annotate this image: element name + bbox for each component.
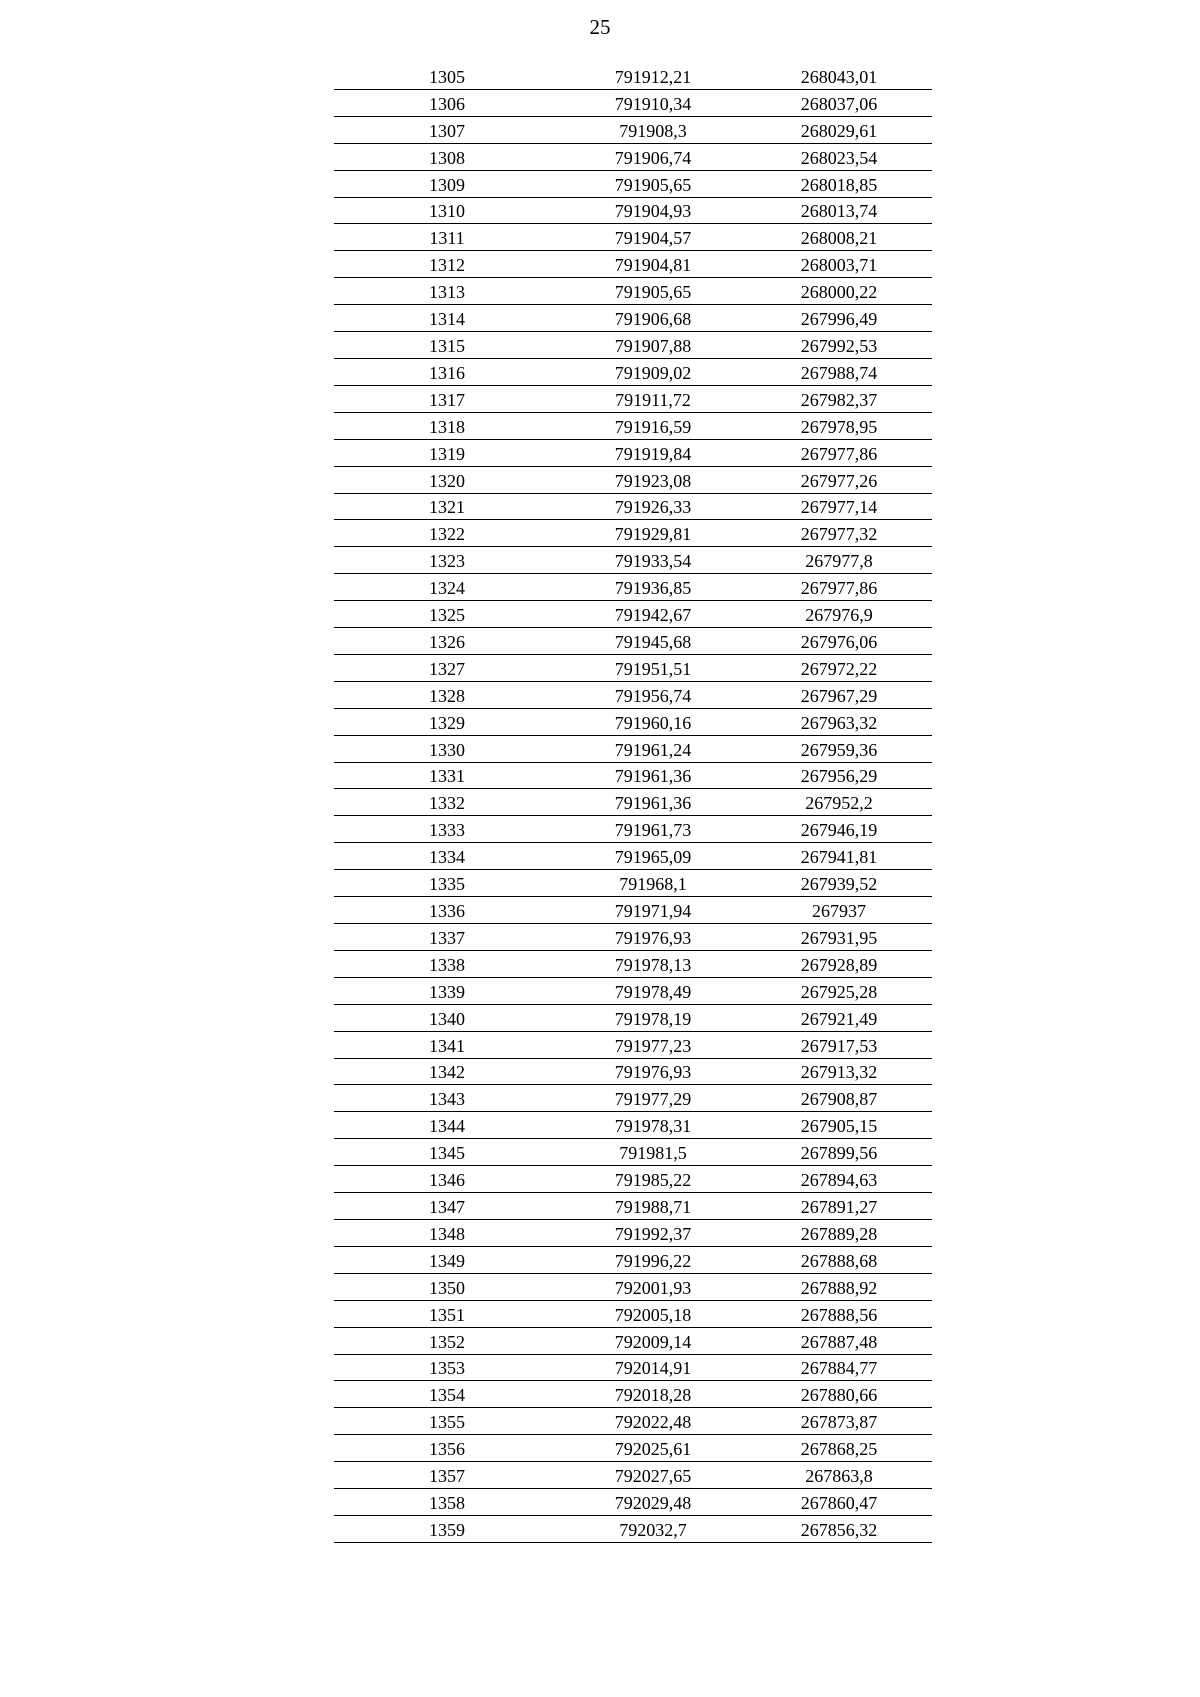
y-coordinate-cell: 267941,81 [800, 847, 878, 868]
y-coordinate-cell: 267928,89 [800, 954, 878, 975]
x-coordinate-cell: 791978,31 [614, 1116, 692, 1137]
y-coordinate-cell: 267959,36 [800, 739, 878, 760]
y-coordinate-cell: 267863,8 [805, 1466, 873, 1487]
x-coordinate-cell: 791956,74 [614, 685, 692, 706]
x-coordinate-cell: 791936,85 [614, 578, 692, 599]
table-row [334, 1355, 932, 1382]
table-row [334, 978, 932, 1005]
table-row [334, 1193, 932, 1220]
y-coordinate-cell: 267888,56 [800, 1304, 878, 1325]
point-number-cell: 1357 [429, 1466, 465, 1487]
x-coordinate-cell: 791904,93 [614, 201, 692, 222]
table-row [334, 1381, 932, 1408]
table-row [334, 897, 932, 924]
point-number-cell: 1346 [429, 1170, 465, 1191]
point-number-cell: 1349 [429, 1250, 465, 1271]
x-coordinate-cell: 791906,74 [614, 147, 692, 168]
point-number-cell: 1316 [429, 362, 465, 383]
point-number-cell: 1342 [429, 1062, 465, 1083]
point-number-cell: 1322 [429, 524, 465, 545]
y-coordinate-cell: 267917,53 [800, 1035, 878, 1056]
y-coordinate-cell: 267884,77 [800, 1358, 878, 1379]
y-coordinate-cell: 267996,49 [800, 309, 878, 330]
table-row [334, 440, 932, 467]
point-number-cell: 1352 [429, 1331, 465, 1352]
point-number-cell: 1325 [429, 605, 465, 626]
table-row [334, 601, 932, 628]
x-coordinate-cell: 791916,59 [614, 416, 692, 437]
point-number-cell: 1354 [429, 1385, 465, 1406]
x-coordinate-cell: 791960,16 [614, 712, 692, 733]
table-row [334, 628, 932, 655]
point-number-cell: 1337 [429, 927, 465, 948]
table-row [334, 90, 932, 117]
point-number-cell: 1343 [429, 1089, 465, 1110]
x-coordinate-cell: 791981,5 [619, 1143, 687, 1164]
y-coordinate-cell: 267977,8 [805, 551, 873, 572]
point-number-cell: 1355 [429, 1412, 465, 1433]
y-coordinate-cell: 268037,06 [800, 93, 878, 114]
table-row [334, 951, 932, 978]
table-row [334, 1435, 932, 1462]
table-row [334, 520, 932, 547]
x-coordinate-cell: 791942,67 [614, 605, 692, 626]
table-row [334, 1489, 932, 1516]
x-coordinate-cell: 791971,94 [614, 901, 692, 921]
x-coordinate-cell: 791907,88 [614, 335, 692, 356]
x-coordinate-cell: 791906,68 [614, 309, 692, 330]
table-row [334, 332, 932, 359]
y-coordinate-cell: 267873,87 [800, 1412, 878, 1433]
y-coordinate-cell: 267868,25 [800, 1439, 878, 1460]
y-coordinate-cell: 267921,49 [800, 1008, 878, 1029]
y-coordinate-cell: 267888,92 [800, 1277, 878, 1298]
x-coordinate-cell: 791978,13 [614, 954, 692, 975]
coordinates-table [334, 63, 932, 1543]
x-coordinate-cell: 791977,29 [614, 1089, 692, 1110]
x-coordinate-cell: 791909,02 [614, 362, 692, 383]
x-coordinate-cell: 792022,48 [614, 1412, 692, 1433]
y-coordinate-cell: 267952,2 [805, 793, 873, 814]
point-number-cell: 1314 [429, 309, 465, 330]
x-coordinate-cell: 792001,93 [614, 1277, 692, 1298]
table-row [334, 816, 932, 843]
point-number-cell: 1312 [429, 255, 465, 276]
x-coordinate-cell: 791976,93 [614, 1062, 692, 1083]
x-coordinate-cell: 792018,28 [614, 1385, 692, 1406]
point-number-cell: 1324 [429, 578, 465, 599]
point-number-cell: 1308 [429, 147, 465, 168]
point-number-cell: 1339 [429, 981, 465, 1002]
table-row [334, 924, 932, 951]
point-number-cell: 1310 [429, 201, 465, 222]
point-number-cell: 1345 [429, 1143, 465, 1164]
y-coordinate-cell: 267977,32 [800, 524, 878, 545]
table-row [334, 1328, 932, 1355]
x-coordinate-cell: 791905,65 [614, 282, 692, 303]
x-coordinate-cell: 791904,81 [614, 255, 692, 276]
y-coordinate-cell: 267894,63 [800, 1170, 878, 1191]
x-coordinate-cell: 792027,65 [614, 1466, 692, 1487]
y-coordinate-cell: 267988,74 [800, 362, 878, 383]
point-number-cell: 1327 [429, 658, 465, 679]
table-row [334, 789, 932, 816]
table-row [334, 547, 932, 574]
y-coordinate-cell: 268013,74 [800, 201, 878, 222]
y-coordinate-cell: 267937 [812, 901, 866, 921]
table-row [334, 305, 932, 332]
x-coordinate-cell: 791961,36 [614, 766, 692, 787]
x-coordinate-cell: 791965,09 [614, 847, 692, 868]
table-row [334, 1112, 932, 1139]
x-coordinate-cell: 791961,36 [614, 793, 692, 814]
y-coordinate-cell: 267976,06 [800, 631, 878, 652]
x-coordinate-cell: 792009,14 [614, 1331, 692, 1352]
point-number-cell: 1329 [429, 712, 465, 733]
y-coordinate-cell: 268023,54 [800, 147, 878, 168]
x-coordinate-cell: 791929,81 [614, 524, 692, 545]
y-coordinate-cell: 267956,29 [800, 766, 878, 787]
table-row [334, 736, 932, 763]
point-number-cell: 1358 [429, 1492, 465, 1513]
point-number-cell: 1348 [429, 1223, 465, 1244]
table-row [334, 1032, 932, 1059]
table-row [334, 494, 932, 521]
y-coordinate-cell: 267982,37 [800, 389, 878, 410]
point-number-cell: 1332 [429, 793, 465, 814]
y-coordinate-cell: 267905,15 [800, 1116, 878, 1137]
x-coordinate-cell: 791977,23 [614, 1035, 692, 1056]
table-row [334, 682, 932, 709]
table-row [334, 413, 932, 440]
table-row [334, 63, 932, 90]
y-coordinate-cell: 267976,9 [805, 605, 873, 626]
y-coordinate-cell: 267856,32 [800, 1519, 878, 1540]
x-coordinate-cell: 791978,49 [614, 981, 692, 1002]
point-number-cell: 1309 [429, 174, 465, 195]
table-row [334, 574, 932, 601]
x-coordinate-cell: 791905,65 [614, 174, 692, 195]
table-row [334, 1274, 932, 1301]
table-row [334, 763, 932, 790]
x-coordinate-cell: 791988,71 [614, 1196, 692, 1217]
x-coordinate-cell: 791951,51 [614, 658, 692, 679]
table-row [334, 1220, 932, 1247]
y-coordinate-cell: 267925,28 [800, 981, 878, 1002]
y-coordinate-cell: 268043,01 [800, 66, 878, 87]
x-coordinate-cell: 791968,1 [619, 874, 687, 895]
point-number-cell: 1334 [429, 847, 465, 868]
point-number-cell: 1351 [429, 1304, 465, 1325]
table-row [334, 251, 932, 278]
x-coordinate-cell: 791978,19 [614, 1008, 692, 1029]
point-number-cell: 1347 [429, 1196, 465, 1217]
point-number-cell: 1350 [429, 1277, 465, 1298]
x-coordinate-cell: 791945,68 [614, 631, 692, 652]
y-coordinate-cell: 267888,68 [800, 1250, 878, 1271]
table-row [334, 1408, 932, 1435]
y-coordinate-cell: 267977,26 [800, 470, 878, 491]
y-coordinate-cell: 267977,86 [800, 578, 878, 599]
y-coordinate-cell: 267887,48 [800, 1331, 878, 1352]
x-coordinate-cell: 791985,22 [614, 1170, 692, 1191]
table-row [334, 224, 932, 251]
point-number-cell: 1344 [429, 1116, 465, 1137]
point-number-cell: 1326 [429, 631, 465, 652]
point-number-cell: 1335 [429, 874, 465, 895]
x-coordinate-cell: 792025,61 [614, 1439, 692, 1460]
table-row [334, 1516, 932, 1543]
table-row [334, 171, 932, 198]
table-row [334, 709, 932, 736]
point-number-cell: 1320 [429, 470, 465, 491]
point-number-cell: 1313 [429, 282, 465, 303]
table-row [334, 467, 932, 494]
y-coordinate-cell: 268008,21 [800, 228, 878, 249]
point-number-cell: 1311 [429, 228, 465, 249]
x-coordinate-cell: 792029,48 [614, 1492, 692, 1513]
y-coordinate-cell: 267860,47 [800, 1492, 878, 1513]
y-coordinate-cell: 268018,85 [800, 174, 878, 195]
y-coordinate-cell: 268000,22 [800, 282, 878, 303]
x-coordinate-cell: 791919,84 [614, 443, 692, 464]
table-row [334, 1462, 932, 1489]
point-number-cell: 1338 [429, 954, 465, 975]
x-coordinate-cell: 791926,33 [614, 497, 692, 518]
y-coordinate-cell: 268003,71 [800, 255, 878, 276]
x-coordinate-cell: 792032,7 [619, 1519, 687, 1540]
point-number-cell: 1323 [429, 551, 465, 572]
table-row [334, 278, 932, 305]
y-coordinate-cell: 267931,95 [800, 927, 878, 948]
y-coordinate-cell: 267992,53 [800, 335, 878, 356]
point-number-cell: 1330 [429, 739, 465, 760]
point-number-cell: 1356 [429, 1439, 465, 1460]
point-number-cell: 1331 [429, 766, 465, 787]
point-number-cell: 1328 [429, 685, 465, 706]
x-coordinate-cell: 791911,72 [615, 389, 691, 410]
point-number-cell: 1353 [429, 1358, 465, 1379]
table-row [334, 1059, 932, 1086]
table-row [334, 386, 932, 413]
point-number-cell: 1318 [429, 416, 465, 437]
y-coordinate-cell: 267972,22 [800, 658, 878, 679]
x-coordinate-cell: 791912,21 [614, 66, 692, 87]
table-row [334, 1005, 932, 1032]
point-number-cell: 1305 [429, 66, 465, 87]
y-coordinate-cell: 267908,87 [800, 1089, 878, 1110]
point-number-cell: 1333 [429, 820, 465, 841]
x-coordinate-cell: 792005,18 [614, 1304, 692, 1325]
x-coordinate-cell: 791961,24 [614, 739, 692, 760]
table-row [334, 198, 932, 225]
y-coordinate-cell: 267939,52 [800, 874, 878, 895]
y-coordinate-cell: 267889,28 [800, 1223, 878, 1244]
x-coordinate-cell: 791933,54 [614, 551, 692, 572]
table-row [334, 1085, 932, 1112]
point-number-cell: 1307 [429, 120, 465, 141]
point-number-cell: 1336 [429, 901, 465, 921]
table-row [334, 117, 932, 144]
x-coordinate-cell: 792014,91 [614, 1358, 692, 1379]
table-row [334, 1166, 932, 1193]
x-coordinate-cell: 791996,22 [614, 1250, 692, 1271]
table-row [334, 1247, 932, 1274]
point-number-cell: 1319 [429, 443, 465, 464]
point-number-cell: 1317 [429, 389, 465, 410]
y-coordinate-cell: 267899,56 [800, 1143, 878, 1164]
y-coordinate-cell: 267963,32 [800, 712, 878, 733]
point-number-cell: 1315 [429, 335, 465, 356]
x-coordinate-cell: 791908,3 [619, 120, 687, 141]
x-coordinate-cell: 791992,37 [614, 1223, 692, 1244]
page-number: 25 [589, 15, 611, 39]
x-coordinate-cell: 791910,34 [614, 93, 692, 114]
y-coordinate-cell: 267977,86 [800, 443, 878, 464]
y-coordinate-cell: 267880,66 [800, 1385, 878, 1406]
table-row [334, 1301, 932, 1328]
y-coordinate-cell: 267977,14 [800, 497, 878, 518]
y-coordinate-cell: 267913,32 [800, 1062, 878, 1083]
point-number-cell: 1340 [429, 1008, 465, 1029]
table-row [334, 144, 932, 171]
y-coordinate-cell: 267978,95 [800, 416, 878, 437]
y-coordinate-cell: 267946,19 [800, 820, 878, 841]
point-number-cell: 1359 [429, 1519, 465, 1540]
x-coordinate-cell: 791923,08 [614, 470, 692, 491]
x-coordinate-cell: 791904,57 [614, 228, 692, 249]
table-row [334, 655, 932, 682]
point-number-cell: 1321 [429, 497, 465, 518]
x-coordinate-cell: 791976,93 [614, 927, 692, 948]
x-coordinate-cell: 791961,73 [614, 820, 692, 841]
y-coordinate-cell: 267967,29 [800, 685, 878, 706]
table-row [334, 870, 932, 897]
table-row [334, 843, 932, 870]
point-number-cell: 1341 [429, 1035, 465, 1056]
table-row [334, 1139, 932, 1166]
point-number-cell: 1306 [429, 93, 465, 114]
table-row [334, 359, 932, 386]
y-coordinate-cell: 268029,61 [800, 120, 878, 141]
y-coordinate-cell: 267891,27 [800, 1196, 878, 1217]
